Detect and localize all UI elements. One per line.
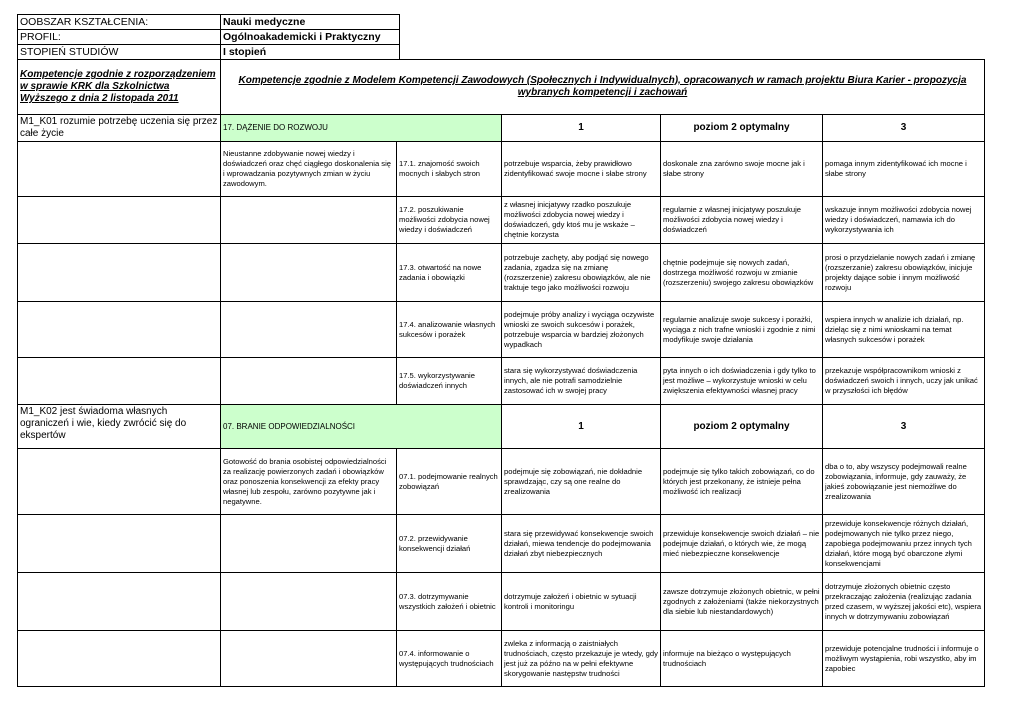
behavior-row [18, 631, 985, 687]
behavior-row [18, 142, 985, 197]
competency-name: 17. DĄŻENIE DO ROZWOJU [221, 115, 502, 142]
definition-empty-cell [221, 631, 397, 687]
behavior-row [18, 358, 985, 405]
competency-definition: Gotowość do brania osobistej odpowiedzialności za realizację powierzonych zadań i obowiązków oraz ponoszenia konsekwencji za efekty pracy własnej lub zespołu, zarówno pozytywne jak i negatywne. [221, 449, 397, 515]
behavior-level-2: przewiduje konsekwencje swoich działań – nie podejmuje działań, o których wie, że mogą mieć niebezpieczne konsekwencje [661, 515, 823, 573]
behavior-level-2: podejmuje się tylko takich zobowiązań, co do których jest przekonany, że istnieje pełna możliwość ich realizacji [661, 449, 823, 515]
model-header: Kompetencje zgodnie z Modelem Kompetencji Zawodowych (Społecznych i Indywidualnych), opracowanych w ramach projektu Biura Karier - propozycja wybranych kompetencji i zachowań [221, 60, 985, 115]
meta-row [18, 30, 400, 45]
behavior-level-1: dotrzymuje założeń i obietnic w sytuacji kontroli i monitoringu [502, 573, 661, 631]
behavior-name: 17.3. otwartość na nowe zadania i obowiązki [397, 244, 502, 302]
krk-empty-cell [18, 515, 221, 573]
behavior-name: 07.2. przewidywanie konsekwencji działań [397, 515, 502, 573]
krk-header: Kompetencje zgodnie z rozporządzeniem w sprawie KRK dla Szkolnictwa Wyższego z dnia 2 listopada 2011 [18, 60, 221, 115]
level-2-header: poziom 2 optymalny [661, 115, 823, 142]
behavior-row [18, 515, 985, 573]
krk-empty-cell [18, 142, 221, 197]
behavior-level-2: regularnie analizuje swoje sukcesy i porażki, wyciąga z nich trafne wnioski i zgodnie z nimi modyfikuje swoje działania [661, 302, 823, 358]
competency-table [17, 59, 985, 687]
behavior-level-1: stara się wykorzystywać doświadczenia innych, ale nie potrafi samodzielnie zastosować ich w swojej pracy [502, 358, 661, 405]
behavior-level-3: wspiera innych w analizie ich działań, np. dzieląc się z nimi wnioskami na temat własnych sukcesów i porażek [823, 302, 985, 358]
behavior-level-1: z własnej inicjatywy rzadko poszukuje możliwości zdobycia nowej wiedzy i doświadczeń, gdy ktoś mu je wskaże – chętnie korzysta [502, 197, 661, 244]
definition-empty-cell [221, 244, 397, 302]
behavior-level-1: stara się przewidywać konsekwencje swoich działań, miewa tendencje do podejmowania działań zbyt niebezpiecznych [502, 515, 661, 573]
meta-row [18, 15, 400, 30]
krk-outcome: M1_K01 rozumie potrzebę uczenia się przez całe życie [18, 115, 221, 142]
level-3-header: 3 [823, 115, 985, 142]
krk-empty-cell [18, 631, 221, 687]
behavior-row [18, 573, 985, 631]
behavior-level-3: prosi o przydzielanie nowych zadań i zmianę (rozszerzanie) zakresu obowiązków, inicjuje projekty dające sobie i innym możliwość rozwoju [823, 244, 985, 302]
behavior-level-3: pomaga innym zidentyfikować ich mocne i słabe strony [823, 142, 985, 197]
behavior-row [18, 197, 985, 244]
krk-empty-cell [18, 358, 221, 405]
competency-name: 07. BRANIE ODPOWIEDZIALNOŚCI [221, 405, 502, 449]
krk-empty-cell [18, 244, 221, 302]
spreadsheet-sheet [17, 14, 984, 687]
krk-empty-cell [18, 197, 221, 244]
definition-empty-cell [221, 573, 397, 631]
behavior-name: 17.1. znajomość swoich mocnych i słabych stron [397, 142, 502, 197]
level-3-header: 3 [823, 405, 985, 449]
definition-empty-cell [221, 197, 397, 244]
level-1-header: 1 [502, 405, 661, 449]
definition-empty-cell [221, 358, 397, 405]
competency-definition: Nieustanne zdobywanie nowej wiedzy i doświadczeń oraz chęć ciągłego doskonalenia się i wprowadzania pozytywnych zmian w życiu zawodowym. [221, 142, 397, 197]
behavior-name: 07.3. dotrzymywanie wszystkich założeń i obietnic [397, 573, 502, 631]
section-row [18, 115, 985, 142]
behavior-name: 07.4. informowanie o występujących trudnościach [397, 631, 502, 687]
behavior-level-2: regularnie z własnej inicjatywy poszukuje możliwości zdobycia nowej wiedzy i doświadczeń [661, 197, 823, 244]
behavior-level-2: chętnie podejmuje się nowych zadań, dostrzega możliwość rozwoju w zmianie (rozszerzeniu) swojego zakresu obowiązków [661, 244, 823, 302]
header-row [18, 60, 985, 115]
behavior-level-1: potrzebuje zachęty, aby podjąć się nowego zadania, zgadza się na zmianę (rozszerzenie) zakresu obowiązków, ale nie traktuje tego jako możliwości rozwoju [502, 244, 661, 302]
meta-value: Ogólnoakademicki i Praktyczny [221, 30, 400, 45]
section-row [18, 405, 985, 449]
meta-value: I stopień [221, 45, 400, 60]
behavior-level-3: dotrzymuje złożonych obietnic często przekraczając założenia (realizując zadania przed czasem, w wyższej jakości etc), wspiera innych w dotrzymywaniu zobowiązań [823, 573, 985, 631]
behavior-level-1: potrzebuje wsparcia, żeby prawidłowo zidentyfikować swoje mocne i słabe strony [502, 142, 661, 197]
behavior-name: 17.4. analizowanie własnych sukcesów i porażek [397, 302, 502, 358]
behavior-level-2: pyta innych o ich doświadczenia i gdy tylko to jest możliwe – wykorzystuje wnioski w celu zwiększenia efektywności własnej pracy [661, 358, 823, 405]
meta-table [17, 14, 400, 60]
behavior-level-1: zwleka z informacją o zaistniałych trudnościach, często przekazuje je wtedy, gdy jest już za późno na w pełni efektywne skorygowanie następstw trudności [502, 631, 661, 687]
behavior-level-3: przekazuje współpracownikom wnioski z doświadczeń swoich i innych, uczy jak unikać w przyszłości ich błędów [823, 358, 985, 405]
behavior-level-3: wskazuje innym możliwości zdobycia nowej wiedzy i doświadczeń, namawia ich do wykorzystywania ich [823, 197, 985, 244]
meta-label: STOPIEŃ STUDIÓW [18, 45, 221, 60]
krk-empty-cell [18, 302, 221, 358]
behavior-row [18, 302, 985, 358]
behavior-level-3: przewiduje potencjalne trudności i informuje o możliwym wystąpienia, robi wszystko, aby im zapobiec [823, 631, 985, 687]
definition-empty-cell [221, 302, 397, 358]
behavior-level-1: podejmuje się zobowiązań, nie dokładnie sprawdzając, czy są one realne do zrealizowania [502, 449, 661, 515]
behavior-level-1: podejmuje próby analizy i wyciąga oczywiste wnioski ze swoich sukcesów i porażek, potrzebuje wsparcia w bardziej złożonych wypadkach [502, 302, 661, 358]
behavior-name: 07.1. podejmowanie realnych zobowiązań [397, 449, 502, 515]
behavior-level-3: dba o to, aby wszyscy podejmowali realne zobowiązania, informuje, gdy zauważy, że jakieś zobowiązanie jest niemożliwe do zrealizowania [823, 449, 985, 515]
behavior-level-3: przewiduje konsekwencje różnych działań, podejmowanych nie tylko przez niego, zapobiega podejmowaniu przez innych tych działań, które mogą być obarczone złymi konsekwencjami [823, 515, 985, 573]
behavior-level-2: doskonale zna zarówno swoje mocne jak i słabe strony [661, 142, 823, 197]
behavior-row [18, 449, 985, 515]
krk-empty-cell [18, 573, 221, 631]
meta-label: PROFIL: [18, 30, 221, 45]
behavior-name: 17.5. wykorzystywanie doświadczeń innych [397, 358, 502, 405]
behavior-level-2: informuje na bieżąco o występujących trudnościach [661, 631, 823, 687]
behavior-level-2: zawsze dotrzymuje złożonych obietnic, w pełni zgodnych z założeniami (także niekorzystnych dla siebie lub niestandardowych) [661, 573, 823, 631]
krk-empty-cell [18, 449, 221, 515]
definition-empty-cell [221, 515, 397, 573]
meta-value: Nauki medyczne [221, 15, 400, 30]
meta-label: OOBSZAR KSZTAŁCENIA: [18, 15, 221, 30]
level-1-header: 1 [502, 115, 661, 142]
level-2-header: poziom 2 optymalny [661, 405, 823, 449]
krk-outcome: M1_K02 jest świadoma własnych ograniczeń i wie, kiedy zwrócić się do ekspertów [18, 405, 221, 449]
behavior-name: 17.2. poszukiwanie możliwości zdobycia nowej wiedzy i doświadczeń [397, 197, 502, 244]
behavior-row [18, 244, 985, 302]
meta-row [18, 45, 400, 60]
